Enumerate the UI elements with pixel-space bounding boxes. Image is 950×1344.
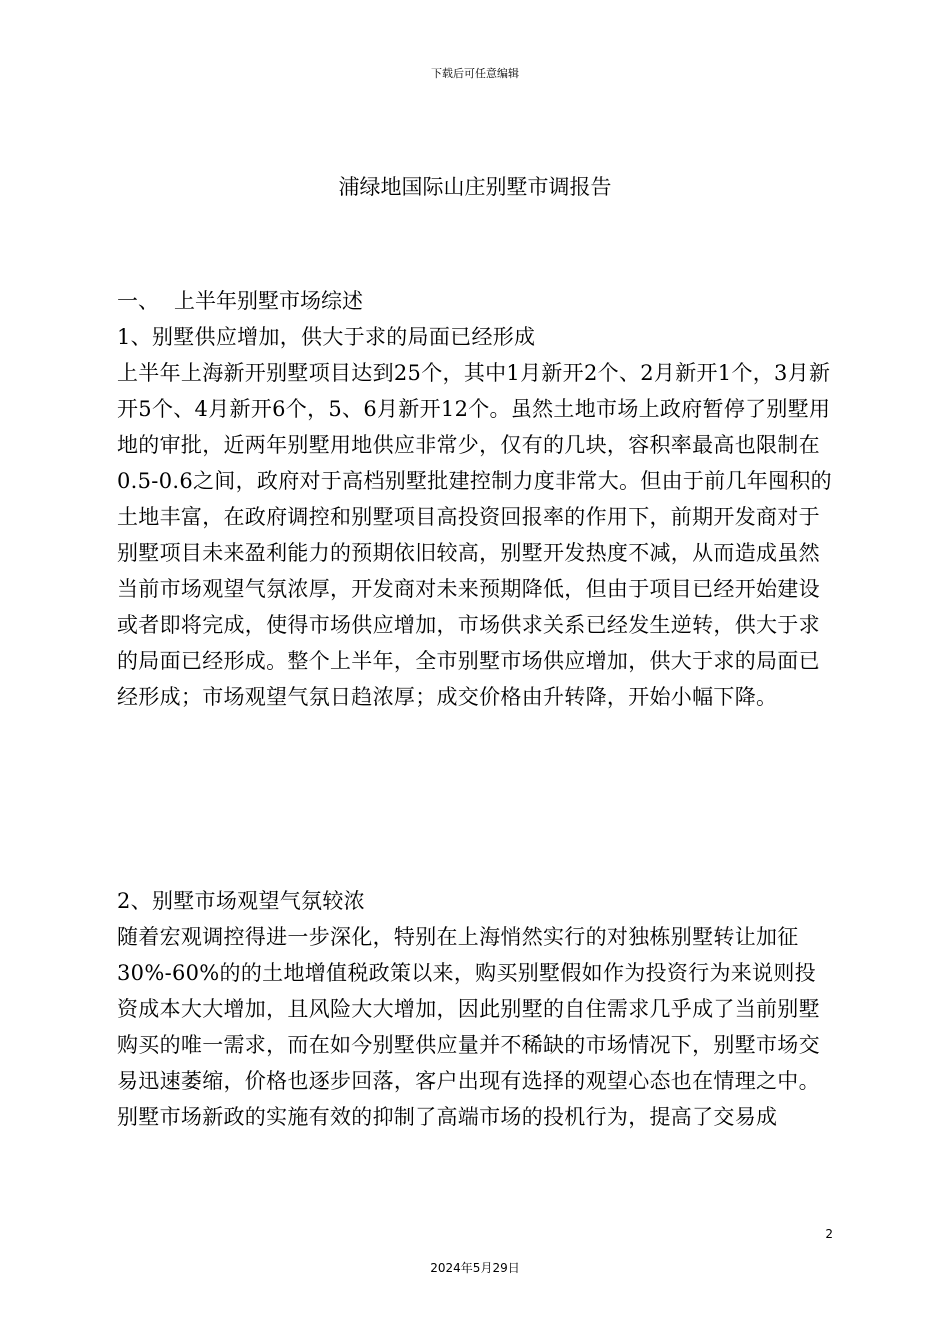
footer-date: 2024年5月29日 <box>430 1261 520 1275</box>
subsection-2 <box>117 883 837 1135</box>
section-heading-text: 上半年别墅市场综述 <box>174 289 363 313</box>
header-note: 下载后可任意编辑 <box>431 67 519 80</box>
page-number: 2 <box>825 1227 833 1241</box>
document-title: 浦绿地国际山庄别墅市调报告 <box>338 175 612 199</box>
subsection-2-paragraph-2: 别墅市场新政的实施有效的抑制了高端市场的投机行为，提高了交易成 <box>117 1105 778 1129</box>
subsection-2-paragraph-1: 随着宏观调控得进一步深化，特别在上海悄然实行的对独栋别墅转让加征30%-60%的的土地增值税政策以来，购买别墅假如作为投资行为来说则投资成本大大增加，且风险大大增加，因此别墅的自住需求几乎成了当前别墅购买的唯一需求，而在如今别墅供应量并不稀缺的市场情况下，别墅市场交易迅速萎缩，价格也逐步回落，客户出现有选择的观望心态也在情理之中。 <box>117 925 820 1093</box>
section-number: 一、 <box>117 289 159 313</box>
subsection-2-heading: 2、别墅市场观望气氛较浓 <box>117 889 365 913</box>
subsection-1-heading: 1、别墅供应增加，供大于求的局面已经形成 <box>117 325 536 349</box>
subsection-1 <box>117 319 837 715</box>
subsection-1-paragraph: 上半年上海新开别墅项目达到25个，其中1月新开2个、2月新开1个，3月新开5个、4月新开6个，5、6月新开12个。虽然土地市场上政府暂停了别墅用地的审批，近两年别墅用地供应非常少，仅有的几块，容积率最高也限制在0.5-0.6之间，政府对于高档别墅批建控制力度非常大。但由于前几年囤积的土地丰富，在政府调控和别墅项目高投资回报率的作用下，前期开发商对于别墅项目未来盈利能力的预期依旧较高，别墅开发热度不减，从而造成虽然当前市场观望气氛浓厚，开发商对未来预期降低，但由于项目已经开始建设或者即将完成，使得市场供应增加，市场供求关系已经发生逆转，供大于求的局面已经形成。整个上半年，全市别墅市场供应增加，供大于求的局面已经形成；市场观望气氛日趋浓厚；成交价格由升转降，开始小幅下降。 <box>117 361 832 709</box>
section-heading-1 <box>117 283 363 319</box>
